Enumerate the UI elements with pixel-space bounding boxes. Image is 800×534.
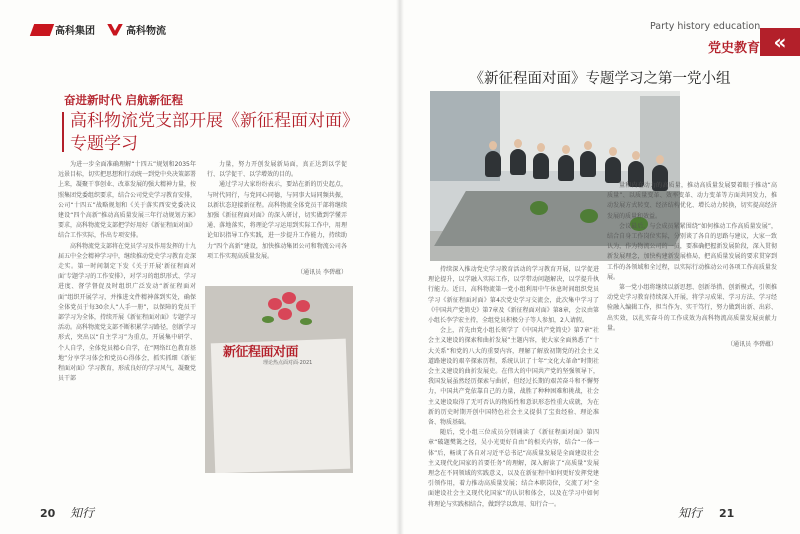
group-logo-icon (30, 24, 54, 36)
company-logos (32, 22, 166, 37)
logistics-logo (107, 22, 166, 37)
paragraph: 会议最后，与会成员紧紧围绕“如何推动工作高质量发展”，结合自身工作岗位实际，分别谈了各自的思路与建议，大家一致认为，作为物流公司的一员，要准确把握新发展阶段，深入贯彻新发展理念，加快构建新发展格局，把高质量发展的要求贯穿到工作的各领域和全过程，以实际行动推动公司各项工作高质量发展。 (607, 222, 777, 281)
right-column-2 (607, 181, 777, 350)
booklet-title: 新征程面对面 (223, 345, 299, 360)
left-column-2 (207, 160, 347, 278)
magazine-brand-right: 知行 (678, 506, 703, 520)
page-gutter (396, 0, 404, 534)
group-logo (32, 22, 95, 37)
paragraph: 持续深入推动党史学习教育活动的学习教育开展，以学促进理论提升，以学融入实际工作，以学带动问题解决，以学提升执行能力。近日，高科物流第一党小组利用中午休息时间组织党员学习《新征程面对面》第4次党史学习交流会，此次集中学习了《中国共产党简史》第7章及《新征程面对面》第8章，会议由第小组长李学宏主持，全组党员积极分子等人参加，2人请假。 (428, 266, 599, 325)
headline-accent-line (62, 112, 64, 152)
headline-line-1: 高科物流党支部开展《新征程面对面》 (70, 111, 359, 131)
page-number-right: 21 (719, 507, 735, 520)
paragraph: 力量，努力开创发展新局面，真正达到以学促行、以学促干、以学增效的目的。 (207, 161, 347, 179)
paragraph: 高科物流党支部将在党员学习及作用发挥的十九届五中全会精神学习中，继续推动党史学习教育走深走实。第一时间制定下发《关于开展‘新征程面对面’专题学习的工作安排》，对学习的组织形式、学习进度、督学督促及时组织广泛发动“新征程面对面”组织开展学习，并推进文件精神落到实处，确保全体党员于每30余人“人手一册”，以保障的党员干部学习为全体，持续开展《新征程面对面》专题学习活动。高科物流党支部不断积累学习路径，创新学习形式，突出以“自主学习”为重点，开展集中研学、个人自学，全体党员精心自学，在“网络红色教育基地”分享学习体会和党员心得体会，抓实抓细《新征程面对面》学习教育，形成良好的学习风气，凝聚党员干部 (58, 242, 197, 383)
section-title-cn: 党史教育 (708, 41, 761, 56)
paragraph: 随后，党小组三位成员分别诵读了《新征程面对面》第四章“破题樊篱之径，吴小光更好自由”的相关内容，结合“一体一体”后，畅谈了各自对习近平总书记“高质量发展是全面建设社会主义现代化国家的首要任务”的理解，深入解读了“高质量”发展理念在不同领域的实践意义，以及在新征程中如何更好发挥党建引领作用，着力推动高质量发展；结合本职岗位，交流了对“全面建设社会主义现代化国家”的认识和体会，以及在学习中如何将理论与实践相结合，做到学以致用、知行合一。 (428, 429, 599, 508)
page-number-left: 20 (40, 507, 56, 520)
article-headline (70, 110, 360, 156)
right-article-title: 《新征程面对面》专题学习之第一党小组 (469, 71, 731, 87)
headline-line-2: 专题学习 (70, 134, 138, 154)
article-kicker: 奋进新时代 启航新征程 (64, 93, 184, 107)
paragraph: 为进一步全面准确理解“十四五”规划和2035年远景目标，切实把思想和行动统一到党中央决策部署上来，凝聚干事创业、改革发展的强大精神力量，按照集团党委组织要求，结合公司党史学习教育安排，公司“十四五”战略规划和《关于落实西安党委决议建设“四个高新”推动高质量发展三年行动规划方案》要求，高科物流党支部把学好用好《新征程面对面》结合工作实际，作出专项安排。 (58, 161, 197, 240)
paragraph: 量和内在动力的高质量，推动高质量发展要着眼于推动“高质量”、以质量变革、效率变革、动力变革等方面共同发力，推动发展方式转变、经济结构优化、增长动力转换，切实提高经济发展的质量和效益。 (607, 182, 777, 220)
section-chevron-icon: « (760, 28, 800, 56)
right-column-1 (428, 265, 599, 510)
paragraph: 第一党小组将继续以新思想、创新举措、创新模式，引领推动党史学习教育持续深入开展，将学习成果、学习方法、学习经验融入编辑工作，担当作为、实干笃行，努力做到出新、出彩、出实效，以扎实奋斗的工作成效为高科物流高质量发展贡献力量。 (607, 284, 777, 332)
paragraph: 通过学习大家纷纷表示，要站在新的历史起点，与时代同行，与党同心同德，与同事大局同频共振，以新状态迎接新征程。高科物流全体党员干部将继续加强《新征程面对面》的深入研讨，切实做到学懂弄通、落地落实，将理论学习运用到实际工作中，用理论知识指导工作实践，进一步提升工作能力，持续助力“四个高新”建设，加快推动集团公司和物流公司各项工作实现高质量发展。 (207, 181, 347, 260)
byline: （通讯员 李碧蕴） (727, 341, 777, 349)
paragraph: 会上，首先由党小组长领学了《中国共产党简史》第7章“社会主义建设的探索和曲折发展”主题内容，使大家全面熟悉了“十大关系”和党的八大的重要内容，理解了解放初期党的社会主义道路建设的艰辛探索历程，系统认识了十年“文化大革命”时期社会主义建设的曲折发展史。在伟大的中国共产党的坚强领导下，我国发展虽然经历探索与曲折，但经过长期的艰苦奋斗和不懈努力，中国共产党依靠自己的力量，战胜了种种困难和挑战，社会主义建设取得了无可否认的物质性和意识形态性重大成就，为在新的历史时期开创中国特色社会主义提供了宝贵经验、理论准备、物质基础。 (428, 327, 599, 427)
study-material-photo (205, 286, 353, 473)
left-column-1 (58, 160, 196, 384)
booklet-subtitle: 理论热点面对面·2021 (263, 360, 313, 366)
group-logo-text: 高科集团 (55, 26, 95, 37)
byline: （通讯员 李碧蕴） (297, 269, 347, 277)
section-title-en: Party history education (650, 21, 761, 32)
logistics-logo-icon (107, 24, 123, 36)
logistics-logo-text: 高科物流 (126, 26, 166, 37)
flower-arrangement (260, 288, 320, 333)
magazine-brand-left: 知行 (70, 506, 95, 520)
